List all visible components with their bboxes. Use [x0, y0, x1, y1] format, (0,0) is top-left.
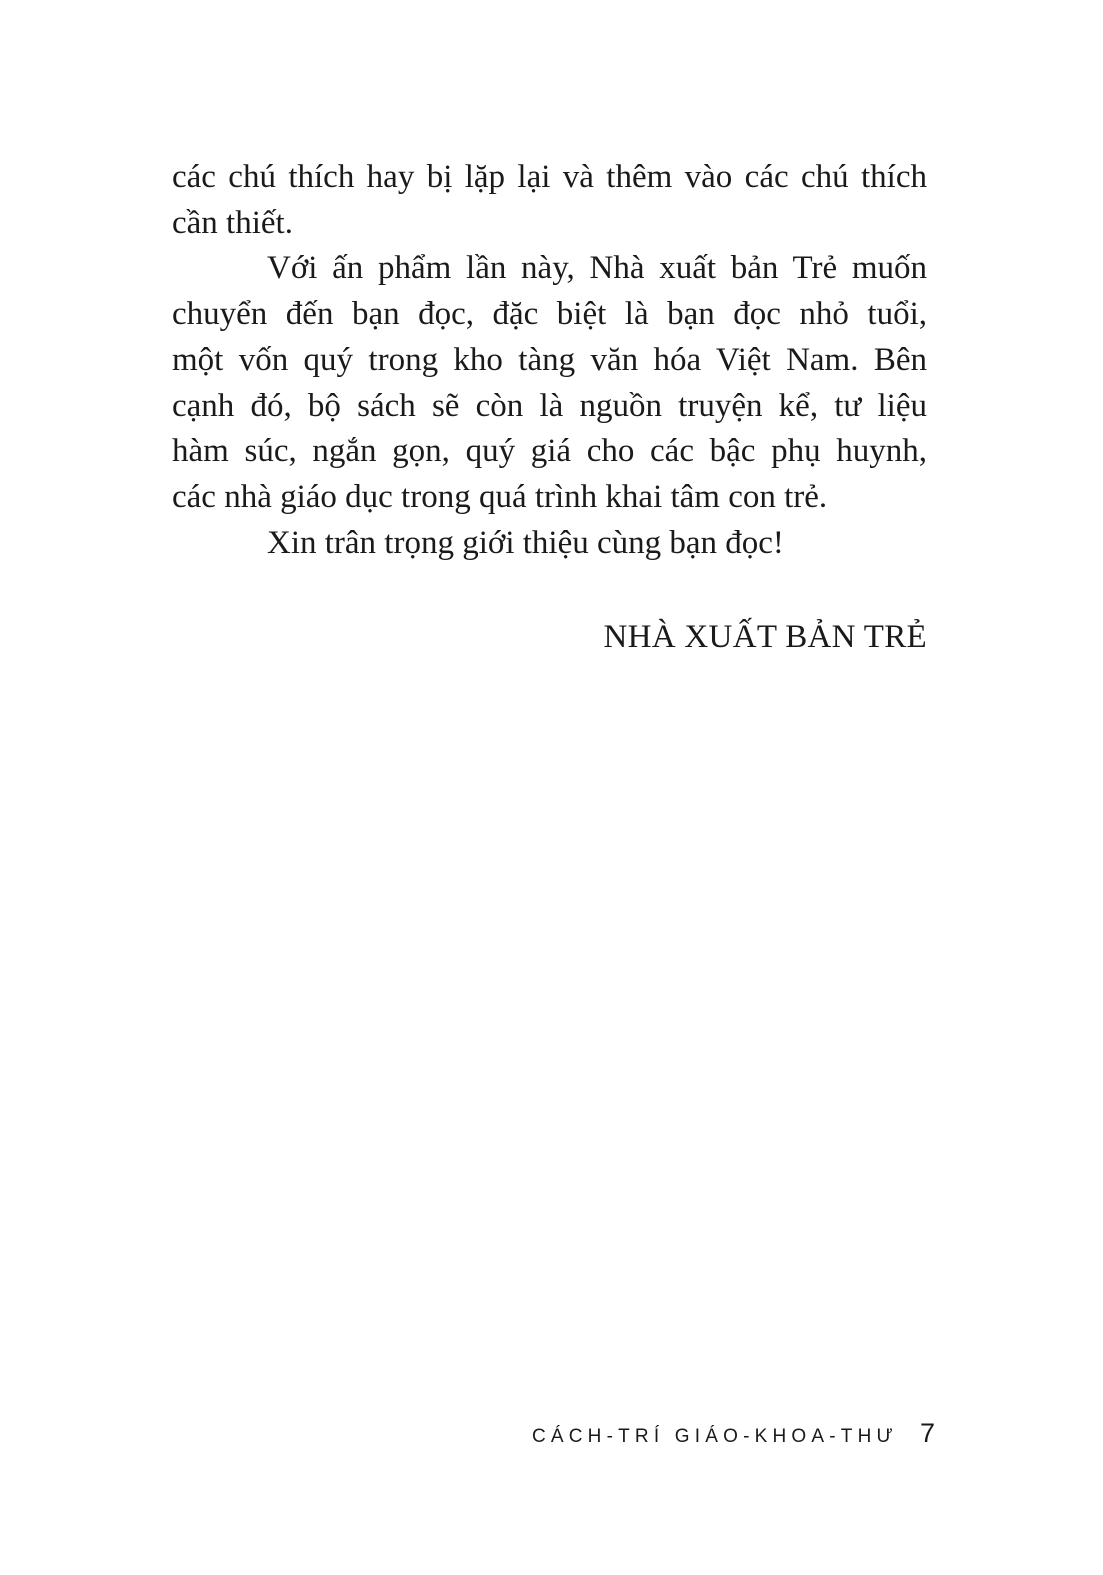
page-footer — [172, 1418, 935, 1449]
text-line: chuyển đến bạn đọc, đặc biệt là bạn đọc nhỏ tuổi, — [172, 296, 927, 333]
body-text — [172, 155, 927, 566]
text-line: Xin trân trọng giới thiệu cùng bạn đọc! — [267, 524, 784, 561]
paragraph-publisher-intent — [172, 246, 927, 520]
page-number: 7 — [919, 1418, 935, 1448]
text-line: các chú thích hay bị lặp lại và thêm vào các chú thích — [172, 159, 927, 195]
text-line: một vốn quý trong kho tàng văn hóa Việt Nam. Bên — [172, 341, 927, 378]
text-line: các nhà giáo dục trong quá trình khai tâm con trẻ. — [172, 478, 828, 515]
publisher-signature: NHÀ XUẤT BẢN TRẺ — [603, 619, 927, 655]
text-line: Với ấn phẩm lần này, Nhà xuất bản Trẻ muốn — [267, 250, 927, 287]
running-title: CÁCH-TRÍ GIÁO-KHOA-THƯ — [531, 1426, 898, 1447]
paragraph-closing — [172, 521, 927, 567]
paragraph-continuation — [172, 155, 927, 246]
text-line: hàm súc, ngắn gọn, quý giá cho các bậc phụ huynh, — [172, 433, 927, 470]
text-line: cần thiết. — [172, 204, 293, 241]
text-line: cạnh đó, bộ sách sẽ còn là nguồn truyện kể, tư liệu — [172, 387, 927, 424]
